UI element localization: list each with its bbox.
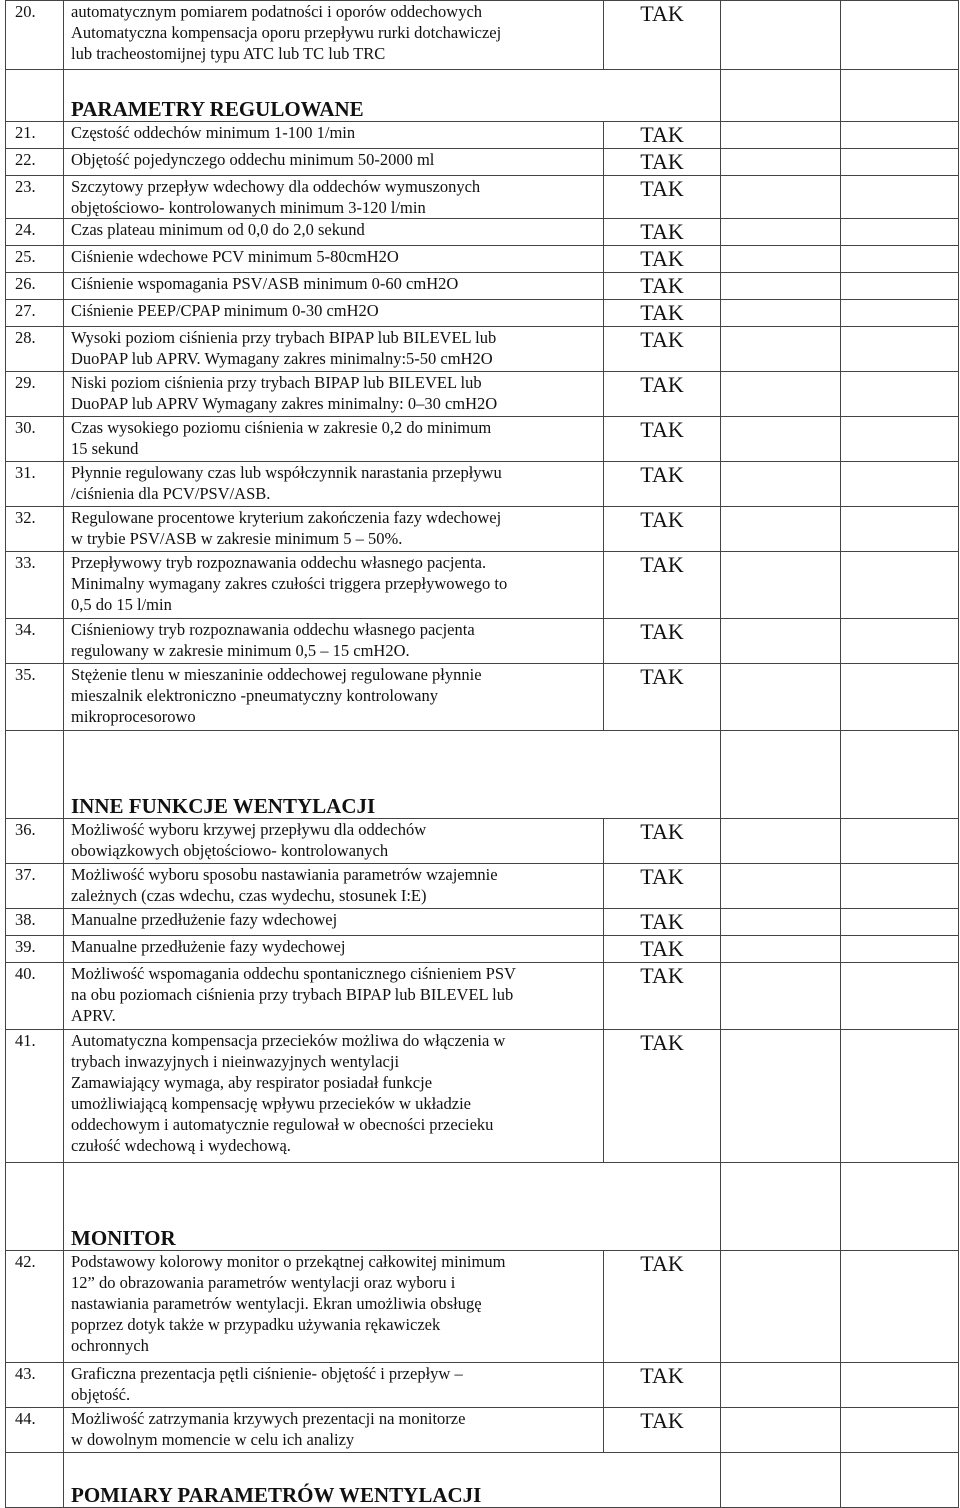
- specification-table: [5, 0, 959, 1508]
- offered-parameter-cell[interactable]: [721, 122, 841, 149]
- item-description: [64, 552, 604, 619]
- item-description: [64, 300, 604, 327]
- table-row: [6, 909, 959, 936]
- item-number: 24.: [6, 219, 64, 246]
- description-line: Objętość pojedynczego oddechu minimum 50-2000 ml: [71, 150, 435, 169]
- description-line: Manualne przedłużenie fazy wydechowej: [71, 937, 346, 956]
- description-line: Ciśnieniowy tryb rozpoznawania oddechu własnego pacjenta: [71, 620, 475, 639]
- description-line: Ciśnienie wspomagania PSV/ASB minimum 0-60 cmH2O: [71, 274, 459, 293]
- table-row: [6, 552, 959, 619]
- description-line: 15 sekund: [71, 439, 139, 458]
- offered-parameter-cell[interactable]: [721, 246, 841, 273]
- requirement-value: TAK: [604, 219, 721, 246]
- requirement-value: TAK: [604, 664, 721, 731]
- score-cell[interactable]: [841, 1453, 959, 1508]
- item-description: [64, 327, 604, 372]
- description-line: obowiązkowych objętościowo- kontrolowanych: [71, 841, 389, 860]
- description-line: Możliwość wyboru krzywej przepływu dla oddechów: [71, 820, 427, 839]
- offered-parameter-cell[interactable]: [721, 819, 841, 864]
- score-cell[interactable]: [841, 122, 959, 149]
- table-row: [6, 149, 959, 176]
- requirement-value: TAK: [604, 619, 721, 664]
- requirement-value: TAK: [604, 819, 721, 864]
- requirement-value: TAK: [604, 273, 721, 300]
- section-number-cell: [6, 1453, 64, 1508]
- score-cell[interactable]: [841, 1363, 959, 1408]
- item-number: 38.: [6, 909, 64, 936]
- section-title: PARAMETRY REGULOWANE: [64, 70, 721, 122]
- description-line: 12” do obrazowania parametrów wentylacji oraz wyboru i: [71, 1273, 456, 1292]
- table-row: [6, 1, 959, 70]
- item-description: [64, 149, 604, 176]
- offered-parameter-cell[interactable]: [721, 552, 841, 619]
- requirement-value: TAK: [604, 963, 721, 1030]
- description-line: Płynnie regulowany czas lub współczynnik narastania przepływu: [71, 463, 502, 482]
- offered-parameter-cell[interactable]: [721, 70, 841, 122]
- description-line: regulowany w zakresie minimum 0,5 – 15 cmH2O.: [71, 641, 410, 660]
- item-description: [64, 273, 604, 300]
- offered-parameter-cell[interactable]: [721, 507, 841, 552]
- description-line: Niski poziom ciśnienia przy trybach BIPAP lub BILEVEL lub: [71, 373, 482, 392]
- score-cell[interactable]: [841, 507, 959, 552]
- score-cell[interactable]: [841, 1408, 959, 1453]
- item-number: 41.: [6, 1030, 64, 1163]
- offered-parameter-cell[interactable]: [721, 1030, 841, 1163]
- offered-parameter-cell[interactable]: [721, 327, 841, 372]
- score-cell[interactable]: [841, 963, 959, 1030]
- description-line: automatycznym pomiarem podatności i oporów oddechowych: [71, 2, 483, 21]
- table-row: [6, 1251, 959, 1363]
- section-number-cell: [6, 731, 64, 819]
- item-description: [64, 936, 604, 963]
- description-line: mieszalnik elektroniczno -pneumatyczny kontrolowany: [71, 686, 439, 705]
- item-description: [64, 864, 604, 909]
- offered-parameter-cell[interactable]: [721, 149, 841, 176]
- description-line: lub tracheostomijnej typu ATC lub TC lub TRC: [71, 44, 386, 63]
- table-row: [6, 664, 959, 731]
- requirement-value: TAK: [604, 1030, 721, 1163]
- description-line: Automatyczna kompensacja przecieków możliwa do włączenia w: [71, 1031, 506, 1050]
- description-line: Możliwość zatrzymania krzywych prezentacji na monitorze: [71, 1409, 466, 1428]
- item-number: 29.: [6, 372, 64, 417]
- table-row: [6, 462, 959, 507]
- requirement-value: TAK: [604, 552, 721, 619]
- description-line: objętość.: [71, 1385, 131, 1404]
- offered-parameter-cell[interactable]: [721, 619, 841, 664]
- score-cell[interactable]: [841, 462, 959, 507]
- table-row: [6, 327, 959, 372]
- table-row: [6, 1363, 959, 1408]
- table-row: [6, 246, 959, 273]
- score-cell[interactable]: [841, 664, 959, 731]
- section-title: MONITOR: [64, 1163, 721, 1251]
- score-cell[interactable]: [841, 246, 959, 273]
- table-row: [6, 273, 959, 300]
- item-description: [64, 372, 604, 417]
- requirement-value: TAK: [604, 909, 721, 936]
- table-row: [6, 819, 959, 864]
- item-description: [64, 1, 604, 70]
- item-number: 43.: [6, 1363, 64, 1408]
- score-cell[interactable]: [841, 219, 959, 246]
- section-header-row: [6, 1453, 959, 1508]
- score-cell[interactable]: [841, 300, 959, 327]
- requirement-value: TAK: [604, 1408, 721, 1453]
- requirement-value: TAK: [604, 176, 721, 219]
- score-cell[interactable]: [841, 619, 959, 664]
- table-row: [6, 300, 959, 327]
- offered-parameter-cell[interactable]: [721, 1163, 841, 1251]
- score-cell[interactable]: [841, 1030, 959, 1163]
- score-cell[interactable]: [841, 176, 959, 219]
- item-description: [64, 417, 604, 462]
- description-line: mikroprocesorowo: [71, 707, 196, 726]
- offered-parameter-cell[interactable]: [721, 372, 841, 417]
- item-number: 26.: [6, 273, 64, 300]
- requirement-value: TAK: [604, 936, 721, 963]
- score-cell[interactable]: [841, 552, 959, 619]
- description-line: Ciśnienie wdechowe PCV minimum 5-80cmH2O: [71, 247, 399, 266]
- table-row: [6, 372, 959, 417]
- requirement-value: TAK: [604, 149, 721, 176]
- table-row: [6, 176, 959, 219]
- section-title: POMIARY PARAMETRÓW WENTYLACJI: [64, 1453, 721, 1508]
- description-line: Możliwość wspomagania oddechu spontanicznego ciśnieniem PSV: [71, 964, 516, 983]
- item-number: 20.: [6, 1, 64, 70]
- description-line: 0,5 do 15 l/min: [71, 595, 172, 614]
- description-line: Możliwość wyboru sposobu nastawiania parametrów wzajemnie: [71, 865, 498, 884]
- offered-parameter-cell[interactable]: [721, 864, 841, 909]
- item-description: [64, 176, 604, 219]
- item-description: [64, 219, 604, 246]
- item-number: 42.: [6, 1251, 64, 1363]
- item-description: [64, 1030, 604, 1163]
- description-line: Częstość oddechów minimum 1-100 1/min: [71, 123, 356, 142]
- item-number: 27.: [6, 300, 64, 327]
- score-cell[interactable]: [841, 864, 959, 909]
- description-line: Przepływowy tryb rozpoznawania oddechu własnego pacjenta.: [71, 553, 487, 572]
- description-line: w trybie PSV/ASB w zakresie minimum 5 – 50%.: [71, 529, 403, 548]
- offered-parameter-cell[interactable]: [721, 273, 841, 300]
- table-row: [6, 1030, 959, 1163]
- table-row: [6, 619, 959, 664]
- requirement-value: TAK: [604, 246, 721, 273]
- description-line: APRV.: [71, 1006, 116, 1025]
- offered-parameter-cell[interactable]: [721, 219, 841, 246]
- item-description: [64, 819, 604, 864]
- requirement-value: TAK: [604, 122, 721, 149]
- score-cell[interactable]: [841, 273, 959, 300]
- item-number: 39.: [6, 936, 64, 963]
- description-line: Graficzna prezentacja pętli ciśnienie- objętość i przepływ –: [71, 1364, 463, 1383]
- requirement-value: TAK: [604, 300, 721, 327]
- score-cell[interactable]: [841, 417, 959, 462]
- requirement-value: TAK: [604, 507, 721, 552]
- table-row: [6, 1408, 959, 1453]
- item-number: 31.: [6, 462, 64, 507]
- section-number-cell: [6, 1163, 64, 1251]
- score-cell[interactable]: [841, 1163, 959, 1251]
- item-number: 28.: [6, 327, 64, 372]
- table-row: [6, 864, 959, 909]
- requirement-value: TAK: [604, 864, 721, 909]
- description-line: DuoPAP lub APRV. Wymagany zakres minimalny:5-50 cmH2O: [71, 349, 493, 368]
- description-line: /ciśnienia dla PCV/PSV/ASB.: [71, 484, 271, 503]
- item-number: 37.: [6, 864, 64, 909]
- description-line: Wysoki poziom ciśnienia przy trybach BIPAP lub BILEVEL lub: [71, 328, 497, 347]
- offered-parameter-cell[interactable]: [721, 1363, 841, 1408]
- item-number: 33.: [6, 552, 64, 619]
- score-cell[interactable]: [841, 372, 959, 417]
- section-header-row: [6, 1163, 959, 1251]
- requirement-value: TAK: [604, 372, 721, 417]
- item-description: [64, 246, 604, 273]
- requirement-value: TAK: [604, 417, 721, 462]
- item-description: [64, 619, 604, 664]
- description-line: Czas plateau minimum od 0,0 do 2,0 sekund: [71, 220, 365, 239]
- requirement-value: TAK: [604, 462, 721, 507]
- description-line: oddechowym i automatycznie regulował w obecności przecieku: [71, 1115, 494, 1134]
- table-row: [6, 507, 959, 552]
- offered-parameter-cell[interactable]: [721, 1, 841, 70]
- item-number: 30.: [6, 417, 64, 462]
- table-row: [6, 122, 959, 149]
- item-description: [64, 963, 604, 1030]
- description-line: ochronnych: [71, 1336, 149, 1355]
- item-number: 34.: [6, 619, 64, 664]
- score-cell[interactable]: [841, 149, 959, 176]
- description-line: poprzez dotyk także w przypadku używania rękawiczek: [71, 1315, 441, 1334]
- item-number: 25.: [6, 246, 64, 273]
- specification-table-body: [6, 1, 959, 1508]
- description-line: zależnych (czas wdechu, czas wydechu, stosunek I:E): [71, 886, 427, 905]
- description-line: czułość wdechową i wydechową.: [71, 1136, 291, 1155]
- requirement-value: TAK: [604, 1, 721, 70]
- item-description: [64, 664, 604, 731]
- offered-parameter-cell[interactable]: [721, 176, 841, 219]
- offered-parameter-cell[interactable]: [721, 963, 841, 1030]
- description-line: Stężenie tlenu w mieszaninie oddechowej regulowane płynnie: [71, 665, 482, 684]
- offered-parameter-cell[interactable]: [721, 1408, 841, 1453]
- description-line: objętościowo- kontrolowanych minimum 3-120 l/min: [71, 198, 426, 217]
- item-description: [64, 909, 604, 936]
- item-description: [64, 122, 604, 149]
- description-line: Ciśnienie PEEP/CPAP minimum 0-30 cmH2O: [71, 301, 379, 320]
- score-cell[interactable]: [841, 936, 959, 963]
- table-row: [6, 936, 959, 963]
- offered-parameter-cell[interactable]: [721, 300, 841, 327]
- description-line: Regulowane procentowe kryterium zakończenia fazy wdechowej: [71, 508, 502, 527]
- item-number: 35.: [6, 664, 64, 731]
- score-cell[interactable]: [841, 819, 959, 864]
- description-line: na obu poziomach ciśnienia przy trybach BIPAP lub BILEVEL lub: [71, 985, 514, 1004]
- offered-parameter-cell[interactable]: [721, 731, 841, 819]
- item-number: 44.: [6, 1408, 64, 1453]
- item-description: [64, 1251, 604, 1363]
- description-line: Czas wysokiego poziomu ciśnienia w zakresie 0,2 do minimum: [71, 418, 492, 437]
- description-line: Manualne przedłużenie fazy wdechowej: [71, 910, 338, 929]
- item-description: [64, 1363, 604, 1408]
- score-cell[interactable]: [841, 909, 959, 936]
- description-line: Podstawowy kolorowy monitor o przekątnej całkowitej minimum: [71, 1252, 506, 1271]
- score-cell[interactable]: [841, 1251, 959, 1363]
- section-header-row: [6, 70, 959, 122]
- offered-parameter-cell[interactable]: [721, 1251, 841, 1363]
- score-cell[interactable]: [841, 70, 959, 122]
- score-cell[interactable]: [841, 1, 959, 70]
- score-cell[interactable]: [841, 731, 959, 819]
- table-row: [6, 219, 959, 246]
- section-header-row: [6, 731, 959, 819]
- description-line: Minimalny wymagany zakres czułości triggera przepływowego to: [71, 574, 508, 593]
- offered-parameter-cell[interactable]: [721, 909, 841, 936]
- item-description: [64, 462, 604, 507]
- item-number: 23.: [6, 176, 64, 219]
- offered-parameter-cell[interactable]: [721, 462, 841, 507]
- item-description: [64, 1408, 604, 1453]
- offered-parameter-cell[interactable]: [721, 1453, 841, 1508]
- offered-parameter-cell[interactable]: [721, 936, 841, 963]
- item-number: 36.: [6, 819, 64, 864]
- description-line: umożliwiającą kompensację wpływu przecieków w układzie: [71, 1094, 471, 1113]
- score-cell[interactable]: [841, 327, 959, 372]
- description-line: nastawiania parametrów wentylacji. Ekran umożliwia obsługę: [71, 1294, 482, 1313]
- table-row: [6, 417, 959, 462]
- item-number: 22.: [6, 149, 64, 176]
- section-number-cell: [6, 70, 64, 122]
- item-number: 40.: [6, 963, 64, 1030]
- requirement-value: TAK: [604, 1363, 721, 1408]
- offered-parameter-cell[interactable]: [721, 664, 841, 731]
- item-description: [64, 507, 604, 552]
- description-line: Zamawiający wymaga, aby respirator posiadał funkcje: [71, 1073, 433, 1092]
- item-number: 21.: [6, 122, 64, 149]
- requirement-value: TAK: [604, 1251, 721, 1363]
- offered-parameter-cell[interactable]: [721, 417, 841, 462]
- description-line: DuoPAP lub APRV Wymagany zakres minimalny: 0–30 cmH2O: [71, 394, 498, 413]
- section-title: INNE FUNKCJE WENTYLACJI: [64, 731, 721, 819]
- table-row: [6, 963, 959, 1030]
- description-line: Szczytowy przepływ wdechowy dla oddechów wymuszonych: [71, 177, 481, 196]
- description-line: w dowolnym momencie w celu ich analizy: [71, 1430, 355, 1449]
- item-number: 32.: [6, 507, 64, 552]
- description-line: Automatyczna kompensacja oporu przepływu rurki dotchawiczej: [71, 23, 502, 42]
- description-line: trybach inwazyjnych i nieinwazyjnych wentylacji: [71, 1052, 400, 1071]
- requirement-value: TAK: [604, 327, 721, 372]
